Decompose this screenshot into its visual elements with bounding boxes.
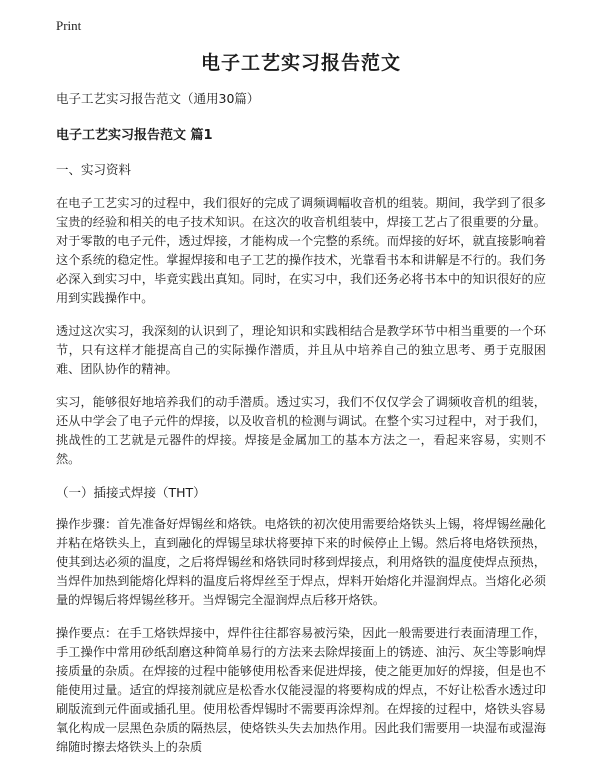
article-title: 电子工艺实习报告范文 篇1 — [56, 128, 213, 143]
paragraph: 在电子工艺实习的过程中，我们很好的完成了调频调幅收音机的组装。期间，我学到了很多宝贵的经验和相关的电子技术知识。在这次的收音机组装中，焊接工艺占了很重要的分量。对于零散的电子元件，透过焊接，才能构成一个完整的系统。而焊接的好坏，就直接影响着这个系统的稳定性。掌握焊接和电子工艺的操作技术，光靠看书本和讲解是不行的。我们务必深入到实习中，毕竟实践出真知。同时，在实习中，我们还务必将书本中的知识很好的应用到实践操作中。 — [56, 196, 546, 305]
paragraph: 实习，能够很好地培养我们的动手潜质。透过实习，我们不仅仅学会了调频收音机的组装，还从中学会了电子元件的焊接，以及收音机的检测与调试。在整个实习过程中，对于我们，挑战性的工艺就是元器件的焊接。焊接是金属加工的基本方法之一，看起来容易，实则不然。 — [56, 395, 546, 466]
subsection-heading: （一）插接式焊接（THT） — [56, 485, 206, 500]
paragraph: 透过这次实习，我深刻的认识到了，理论知识和实践相结合是教学环节中相当重要的一个环节，只有这样才能提高自己的实际操作潜质，并且从中培养自己的独立思考、勇于克服困难、团队协作的精神。 — [56, 324, 546, 376]
paragraph: 操作步骤：首先准备好焊锡丝和烙铁。电烙铁的初次使用需要给烙铁头上锡，将焊锡丝融化并粘在烙铁头上，直到融化的焊锡呈球状将要掉下来的时候停止上锡。然后将电烙铁预热，使其到达必须的温度，之后将焊锡丝和烙铁同时移到焊接点，利用烙铁的温度使焊点预热，当焊件加热到能熔化焊料的温度后将焊丝至于焊点，焊料开始熔化并湿润焊点。当熔化必须量的焊锡后将焊锡丝移开。当焊锡完全湿润焊点后移开烙铁。 — [56, 517, 546, 607]
print-label: Print — [56, 18, 82, 33]
section-heading: 一、实习资料 — [56, 162, 132, 177]
document-body — [56, 48, 546, 771]
paragraph: 操作要点：在手工烙铁焊接中，焊件往往都容易被污染，因此一般需要进行表面清理工作，手工操作中常用砂纸刮磨这种简单易行的方法来去除焊接面上的锈迹、油污、灰尘等影响焊接质量的杂质。在焊接的过程中能够使用松香来促进焊接，使之能更加好的焊接，但是也不能使用过量。适宜的焊接剂就应是松香水仅能浸湿的将要构成的焊点，不好让松香水透过印刷版流到元件面或插孔里。使用松香焊锡时不需要再涂焊剂。在焊接的过程中，烙铁头容易氧化构成一层黑色杂质的隔热层，使烙铁头失去加热作用。因此我们需要用一块湿布或湿海绵随时擦去烙铁头上的杂质 — [56, 626, 546, 754]
document-subtitle: 电子工艺实习报告范文（通用30篇） — [56, 91, 260, 106]
document-title: 电子工艺实习报告范文 — [200, 52, 401, 74]
